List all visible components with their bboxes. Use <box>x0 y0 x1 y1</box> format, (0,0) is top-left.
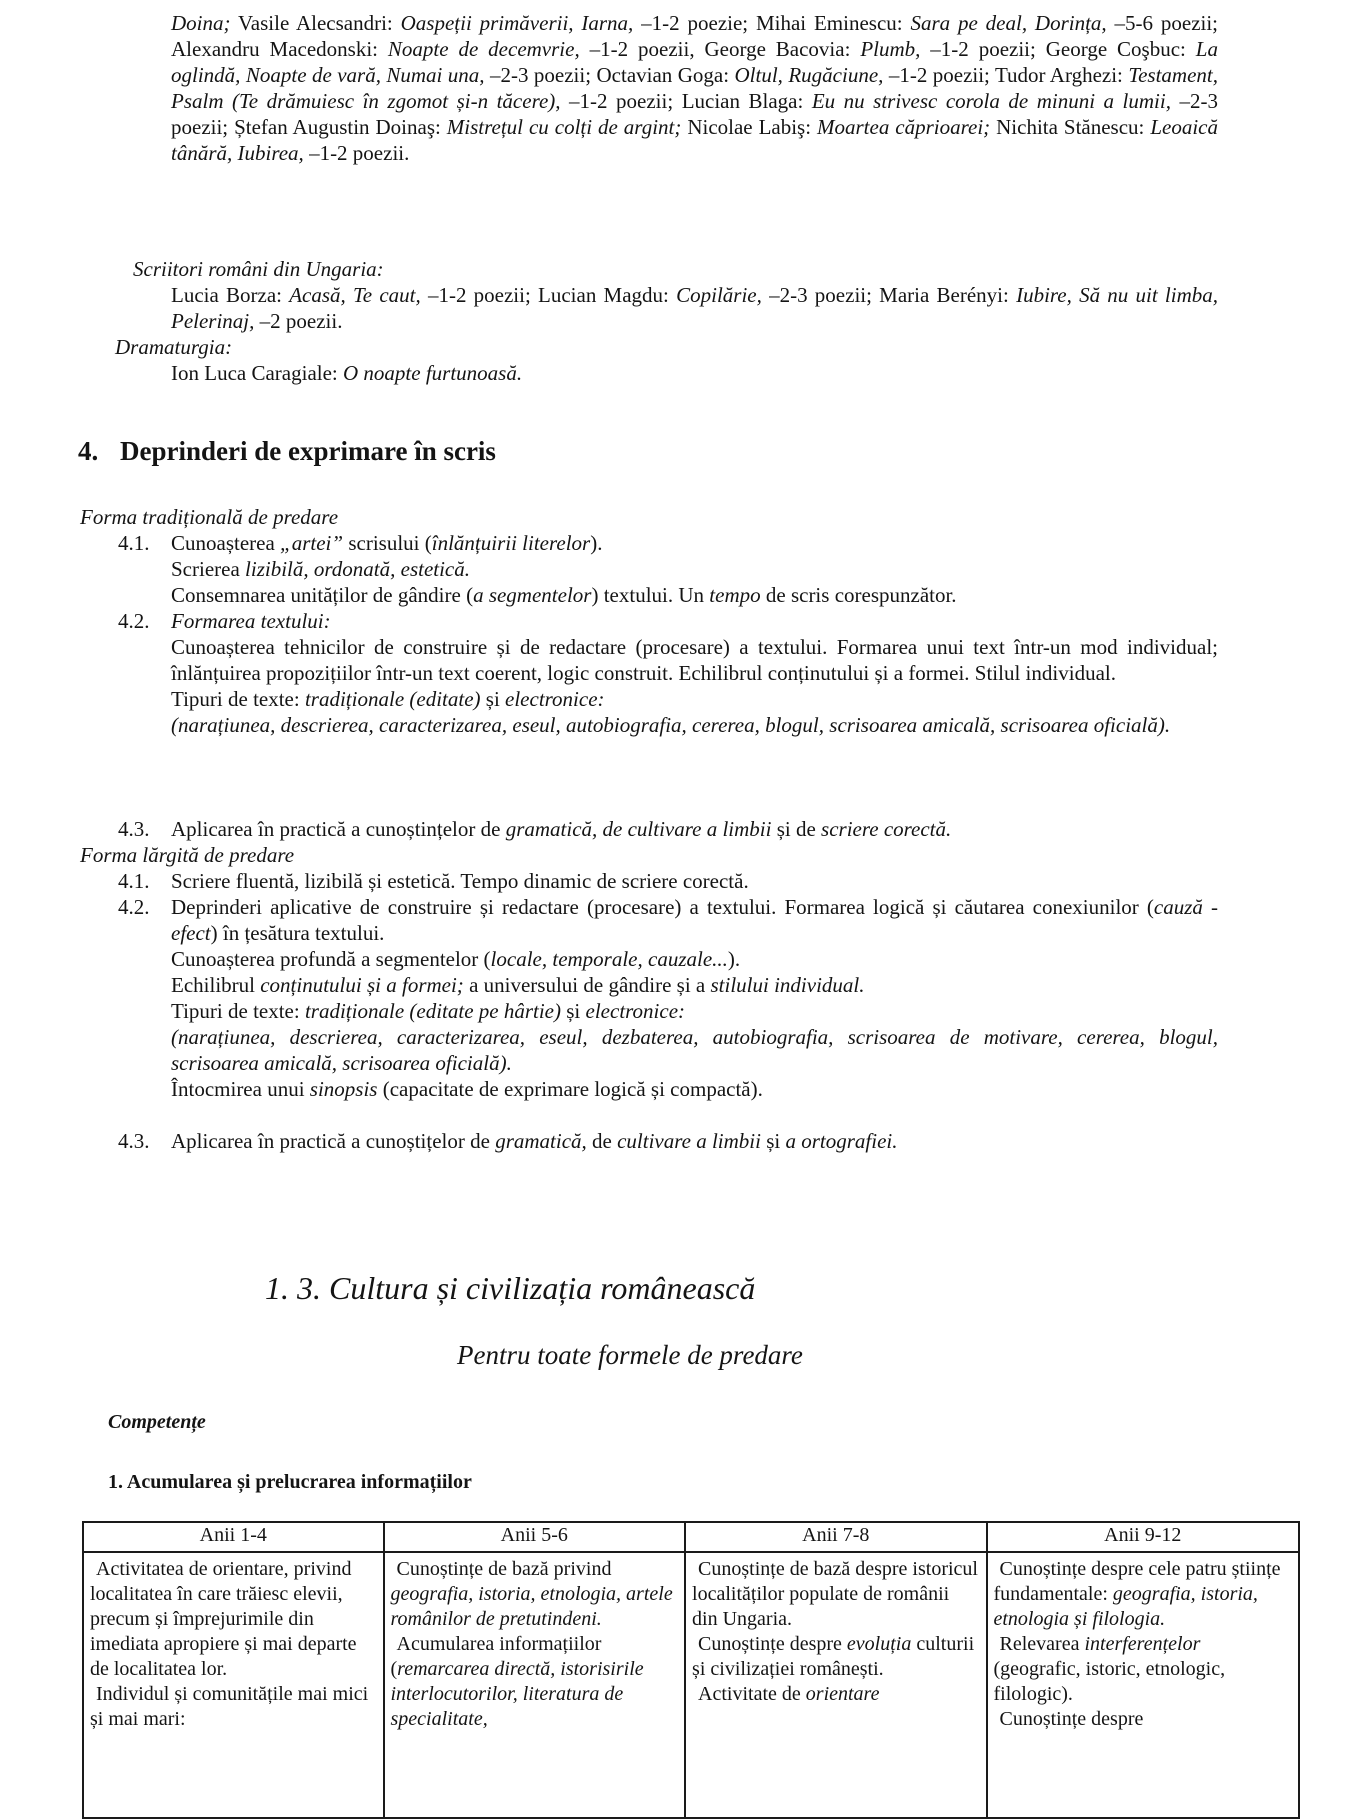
item-body <box>171 608 1218 738</box>
paragraph <box>171 1024 1218 1076</box>
paragraph <box>90 1557 377 1682</box>
text-run: Cunoașterea profundă a segmentelor ( <box>171 947 491 971</box>
text-run: Cunoașterea <box>171 531 281 555</box>
text-run: ‒5-6 poezii; Alexandru Macedonski: <box>171 11 1219 61</box>
paragraph <box>171 816 1218 842</box>
text-run: gramatică, de cultivare a limbii <box>505 817 772 841</box>
text-run: lizibilă, ordonată, estetică. <box>245 557 471 581</box>
paragraph <box>171 1128 1218 1154</box>
text-run: Leoaică tânără, Iubirea, <box>171 115 1218 165</box>
text-run: Deprinderi aplicative de construire și redactare (procesare) a textului. Formarea logică și căutarea conexiunilor ( <box>171 895 1154 919</box>
text-run: O noapte furtunoasă. <box>343 361 523 385</box>
table-cell <box>384 1552 686 1818</box>
text-run: Cunoștințe despre <box>999 1708 1144 1730</box>
paragraph <box>994 1707 1293 1732</box>
text-run: Aplicarea în practică a cunoștințelor de <box>171 817 506 841</box>
paragraph <box>171 634 1218 686</box>
text-run: locale, temporale, cauzale... <box>490 947 728 971</box>
text-run: „artei” <box>280 531 344 555</box>
text-run: ‒2-3 poezii; Maria Berényi: <box>761 283 1017 307</box>
item-number: 4.3. <box>118 817 150 841</box>
text-run: a universului de gândire și a <box>463 973 711 997</box>
paragraph <box>171 894 1218 946</box>
text-run: La oglindă, Noapte de vară, Numai una, <box>171 37 1218 87</box>
text-run: Moartea căprioarei; <box>817 115 991 139</box>
drama-heading: Dramaturgia: <box>115 335 233 359</box>
text-run: și <box>561 999 586 1023</box>
text-run: Eu nu strivesc corola de minuni a lumii, <box>811 89 1171 113</box>
table-header: Anii 1-4 <box>83 1522 384 1552</box>
text-run: Tipuri de texte: <box>171 687 305 711</box>
text-run: Oaspeții primăverii, Iarna, <box>400 11 634 35</box>
text-run: ‒2-3 poezii; Ștefan Augustin Doinaş: <box>171 89 1218 139</box>
text-run: gramatică, <box>495 1129 587 1153</box>
hungary-block <box>171 282 1218 334</box>
paragraph <box>692 1682 979 1707</box>
text-run: Cunoștințe despre <box>698 1633 847 1655</box>
text-run: ). <box>727 947 741 971</box>
text-run: ‒1-2 poezii; George Coşbuc: <box>920 37 1196 61</box>
paragraph <box>171 10 1218 166</box>
section-subtitle: Pentru toate formele de predare <box>457 1340 803 1370</box>
item-body <box>171 868 1218 894</box>
poetry-block <box>171 10 1218 166</box>
text-run: ‒1-2 poezii; Lucian Blaga: <box>560 89 812 113</box>
text-run: Scrierea <box>171 557 246 581</box>
text-run: Activitate de <box>698 1683 806 1705</box>
paragraph <box>171 998 1218 1024</box>
paragraph <box>692 1557 979 1632</box>
item-body <box>171 816 1218 842</box>
text-run: tradiționale (editate pe hârtie) <box>304 999 561 1023</box>
text-run: evoluția <box>846 1633 912 1655</box>
text-run: și <box>760 1129 786 1153</box>
text-run: Testament, Psalm (Te drămuiesc în zgomot și-n tăcere), <box>171 63 1218 113</box>
paragraph <box>692 1632 979 1682</box>
text-run: culturii și civilizației românești. <box>692 1633 975 1680</box>
text-run: Cunoștințe despre cele patru științe fundamentale: <box>993 1558 1281 1605</box>
text-run: Plumb, <box>860 37 921 61</box>
paragraph <box>171 360 1218 386</box>
table-cell <box>83 1552 384 1818</box>
text-run: Copilărie, <box>676 283 762 307</box>
paragraph <box>391 1557 679 1632</box>
text-run: ‒1-2 poezii; Tudor Arghezi: <box>883 63 1129 87</box>
text-run: ) textului. Un <box>591 583 710 607</box>
text-run: Echilibrul <box>171 973 261 997</box>
text-run: geografia, istoria, etnologia și filologia. <box>993 1583 1258 1630</box>
text-run: Oltul, Rugăciune, <box>734 63 884 87</box>
text-run: Relevarea <box>999 1633 1085 1655</box>
text-run: scrisului ( <box>343 531 432 555</box>
text-run: Acasă, Te caut, <box>289 283 421 307</box>
text-run: ‒2-3 poezii; Octavian Goga: <box>484 63 735 87</box>
text-run: Cunoștințe de bază despre istoricul localităților populate de românii din Ungaria. <box>692 1558 978 1630</box>
text-run: ‒1-2 poezii. <box>303 141 410 165</box>
paragraph <box>994 1557 1293 1632</box>
text-run: de scris corespunzător. <box>760 583 957 607</box>
text-run: Nicolae Labiş: <box>681 115 818 139</box>
text-run: Activitatea de orientare, privind localitatea în care trăiesc elevii, precum și împrejurimile din imediata apropiere și mai departe de localitatea lor. <box>90 1558 357 1680</box>
item-number: 4.1. <box>118 531 150 555</box>
text-run: Noapte de decemvrie, <box>387 37 580 61</box>
text-run: electronice: <box>505 687 605 711</box>
larg-heading: Forma lărgită de predare <box>80 843 295 867</box>
item-body <box>171 1128 1218 1154</box>
table-header: Anii 9-12 <box>987 1522 1300 1552</box>
text-run: Iubire, Să nu uit limba, Pelerinaj, <box>171 283 1219 333</box>
text-run: ‒1-2 poezie; Mihai Eminescu: <box>633 11 911 35</box>
item-number: 4.2. <box>118 609 150 633</box>
paragraph <box>171 712 1218 738</box>
acumularea-heading: 1. Acumularea și prelucrarea informațiilor <box>108 1471 472 1493</box>
paragraph <box>391 1632 679 1732</box>
paragraph <box>994 1632 1293 1707</box>
text-run: (geografic, istoric, etnologic, filologic). <box>993 1658 1226 1705</box>
table-cell <box>685 1552 986 1818</box>
paragraph <box>90 1682 377 1732</box>
paragraph <box>171 946 1218 972</box>
item-number: 4.3. <box>118 1129 150 1153</box>
paragraph <box>171 530 1218 556</box>
paragraph <box>171 556 1218 582</box>
text-run: Nichita Stănescu: <box>990 115 1151 139</box>
text-run: scriere corectă. <box>821 817 952 841</box>
text-run: Lucia Borza: <box>171 283 290 307</box>
text-run: conținutului și a formei; <box>260 973 464 997</box>
paragraph <box>171 1076 1218 1102</box>
paragraph <box>171 608 1218 634</box>
text-run: (narațiunea, descrierea, caracterizarea, eseul, autobiografia, cererea, blogul, scrisoarea amicală, scrisoarea oficială). <box>171 713 1171 737</box>
competente-heading: Competențe <box>108 1411 206 1433</box>
table-header: Anii 7-8 <box>685 1522 986 1552</box>
text-run: Cunoștințe de bază privind <box>396 1558 612 1580</box>
item-body <box>171 894 1218 1102</box>
text-run: Vasile Alecsandri: <box>230 11 401 35</box>
competence-table <box>82 1521 1300 1819</box>
text-run: electronice: <box>585 999 686 1023</box>
text-run: tempo <box>709 583 761 607</box>
text-run: Tipuri de texte: <box>171 999 305 1023</box>
text-run: (capacitate de exprimare logică și compactă). <box>377 1077 763 1101</box>
text-run: cultivare a limbii <box>617 1129 761 1153</box>
text-run: Scriere fluentă, lizibilă și estetică. Tempo dinamic de scriere corectă. <box>171 869 749 893</box>
text-run: Întocmirea unui <box>171 1077 310 1101</box>
text-run: Aplicarea în practică a cunoștițelor de <box>171 1129 496 1153</box>
text-run: și de <box>771 817 822 841</box>
table-cell <box>987 1552 1300 1818</box>
item-body <box>171 530 1218 608</box>
text-run: și <box>480 687 506 711</box>
paragraph <box>171 868 1218 894</box>
text-run: cauză - efect <box>171 895 1218 945</box>
hungary-heading: Scriitori români din Ungaria: <box>133 257 384 281</box>
table-row <box>83 1552 1299 1818</box>
section-4-heading: 4. Deprinderi de exprimare în scris <box>78 436 496 466</box>
text-run: (narațiunea, descrierea, caracterizarea, eseul, dezbaterea, autobiografia, scrisoarea de motivare, cererea, blogul, scrisoarea amicală, scrisoarea oficială). <box>171 1025 1218 1075</box>
text-run: stilului individual. <box>710 973 865 997</box>
text-run: remarcarea directă, istorisirile interlocutorilor, literatura de specialitate, <box>390 1658 644 1730</box>
text-run: Consemnarea unităților de gândire ( <box>171 583 474 607</box>
text-run: sinopsis <box>309 1077 378 1101</box>
paragraph <box>171 582 1218 608</box>
item-number: 4.2. <box>118 895 150 919</box>
item-number: 4.1. <box>118 869 150 893</box>
text-run: înlănțuirii literelor <box>431 531 591 555</box>
text-run: Mistrețul cu colți de argint; <box>446 115 682 139</box>
text-run: ‒2 poezii. <box>254 309 343 333</box>
text-run: a ortografiei. <box>785 1129 898 1153</box>
text-run: ). <box>590 531 603 555</box>
table-header: Anii 5-6 <box>384 1522 686 1552</box>
text-run: geografia, istoria, etnologia, artele românilor de pretutindeni. <box>390 1583 673 1630</box>
text-run: tradiționale (editate) <box>304 687 481 711</box>
text-run: ‒1-2 poezii; Lucian Magdu: <box>420 283 677 307</box>
text-run: Acumularea informațiilor ( <box>390 1633 602 1680</box>
table-header-row <box>83 1522 1299 1552</box>
text-run: Formarea textului: <box>171 609 331 633</box>
paragraph <box>171 972 1218 998</box>
text-run: a segmentelor <box>473 583 592 607</box>
text-run: ) în țesătura textului. <box>210 921 385 945</box>
text-run: Ion Luca Caragiale: <box>171 361 343 385</box>
section-1-3-title: 1. 3. Cultura și civilizația românească <box>265 1270 756 1306</box>
trad-heading: Forma tradițională de predare <box>80 505 339 529</box>
text-run: Cunoașterea tehnicilor de construire și de redactare (procesare) a textului. Formarea unui text într-un mod individual; înlănțuirea propozițiilor într-un text coerent, logic construit. Echilibrul conținutului și a formei. Stilul individual. <box>171 635 1218 685</box>
drama-block <box>171 360 1218 386</box>
text-run: orientare <box>805 1683 880 1705</box>
text-run: Sara pe deal, Dorința, <box>910 11 1107 35</box>
text-run: Doina; <box>171 11 231 35</box>
text-run: Individul și comunitățile mai mici și mai mari: <box>90 1683 369 1730</box>
paragraph <box>171 282 1218 334</box>
text-run: ‒1-2 poezii, George Bacovia: <box>579 37 861 61</box>
paragraph <box>171 686 1218 712</box>
text-run: interferențelor <box>1084 1633 1201 1655</box>
text-run: de <box>586 1129 618 1153</box>
